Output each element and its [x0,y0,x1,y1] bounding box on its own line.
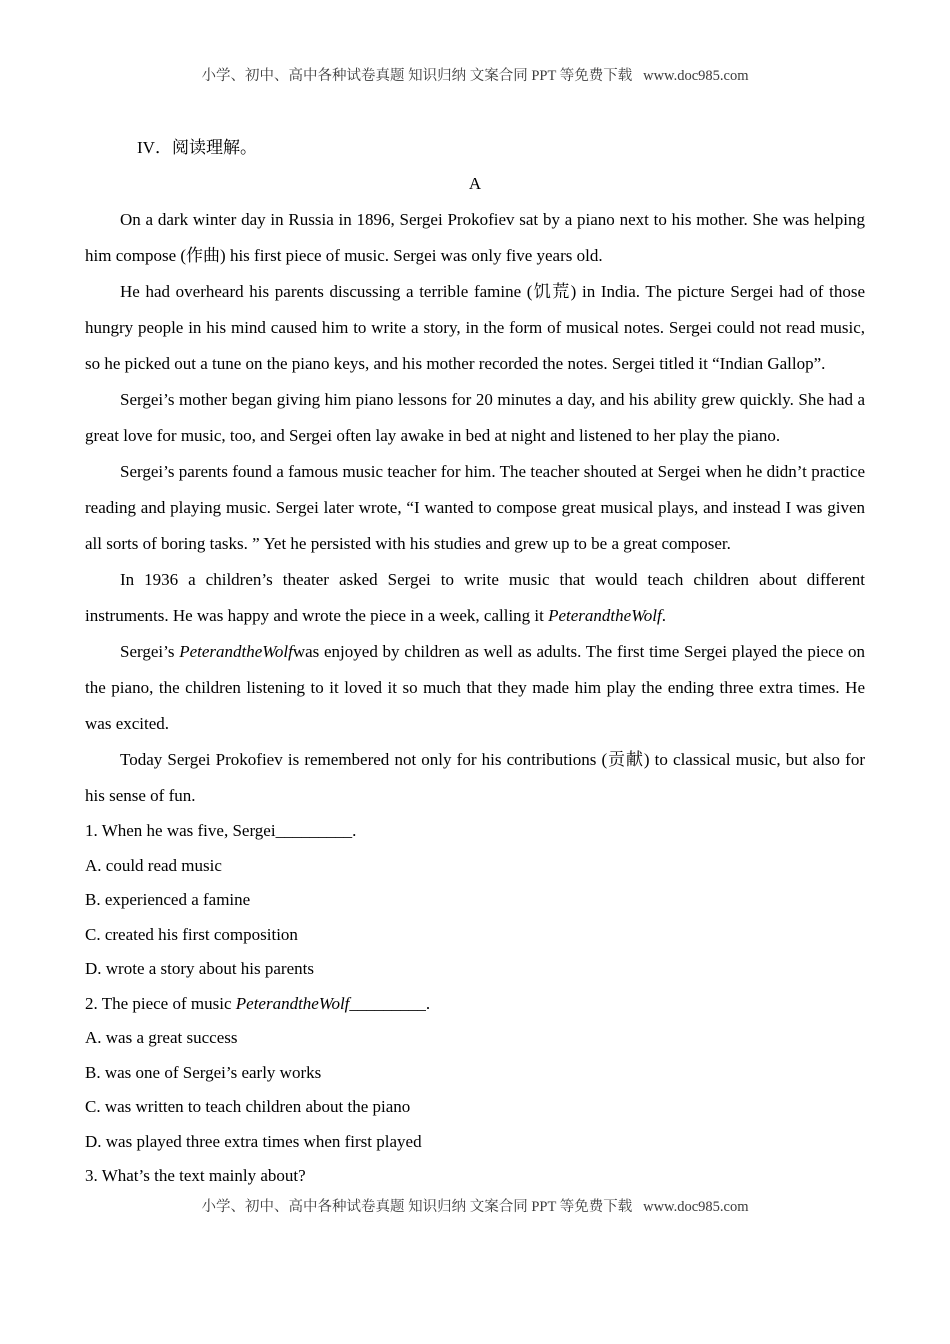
italic-text-run: PeterandtheWolf [235,993,350,1013]
question-stem [85,987,865,1022]
text-run: _________. [349,993,431,1013]
text-run: . [661,606,666,625]
text-run: Sergei’s [120,642,180,661]
question-stem [85,814,865,849]
question-stem [85,1159,865,1194]
text-run: Sergei’s mother began giving him piano lessons for 20 minutes a day, and his ability grew quickly. She had a great love for music, too, and Sergei often lay awake in bed at night and listened to her play the piano. [85,390,865,445]
passage-paragraph [85,274,865,382]
text-run: 3. What’s the text mainly about? [85,1166,306,1185]
passage-paragraph [85,742,865,814]
text-run: In 1936 a children’s theater asked Sergei to write music that would teach children about different instruments. He was happy and wrote the piece in a week, calling it [85,570,865,625]
section-title: IV．阅读理解。 [137,138,257,157]
page-footer: 小学、初中、高中各种试卷真题 知识归纳 文案合同 PPT 等免费下载 www.doc985.com [201,1199,749,1215]
answer-option: D. wrote a story about his parents [85,959,314,978]
text-run: was enjoyed by children as well as adults. The first time Sergei played the piece on the piano, the children listening to it loved it so much that they made him play the ending three extra times. He was excited. [85,642,865,733]
answer-option: B. was one of Sergei’s early works [85,1062,322,1082]
answer-option: B. experienced a famine [85,890,251,909]
answer-option: C. created his first composition [85,924,298,944]
passage-body [85,202,865,814]
answer-option: D. was played three extra times when first played [85,1131,422,1151]
questions-section [85,814,865,1194]
passage-label: A [468,174,482,193]
passage-paragraph [85,202,865,274]
text-run: 2. The piece of music [85,993,236,1013]
text-run: He had overheard his parents discussing a terrible famine (饥荒) in India. The picture Sergei had of those hungry people in his mind caused him to write a story, in the form of musical notes. Sergei could not read music, so he picked out a tune on the piano keys, and his mother recorded the notes. Sergei titled it “Indian Gallop”. [85,282,865,373]
italic-text-run: PeterandtheWolf [179,642,293,661]
answer-option: C. was written to teach children about the piano [85,1097,411,1116]
text-run: Today Sergei Prokofiev is remembered not only for his contributions (贡献) to classical music, but also for his sense of fun. [85,750,865,805]
passage-paragraph [85,634,865,742]
passage-paragraph [85,382,865,454]
text-run: On a dark winter day in Russia in 1896, Sergei Prokofiev sat by a piano next to his mother. She was helping him compose (作曲) his first piece of music. Sergei was only five years old. [85,210,865,265]
document-content [85,130,865,1194]
passage-paragraph [85,454,865,562]
answer-option: A. was a great success [85,1028,238,1047]
text-run: 1. When he was five, Sergei_________. [85,821,357,840]
answer-option: A. could read music [85,855,222,875]
page-header: 小学、初中、高中各种试卷真题 知识归纳 文案合同 PPT 等免费下载 www.doc985.com [201,68,749,84]
text-run: Sergei’s parents found a famous music teacher for him. The teacher shouted at Sergei when he didn’t practice reading and playing music. Sergei later wrote, “I wanted to compose great musical plays, and instead I was given all sorts of boring tasks. ” Yet he persisted with his studies and grew up to be a great composer. [85,462,865,553]
italic-text-run: PeterandtheWolf [548,606,662,625]
passage-paragraph [85,562,865,634]
